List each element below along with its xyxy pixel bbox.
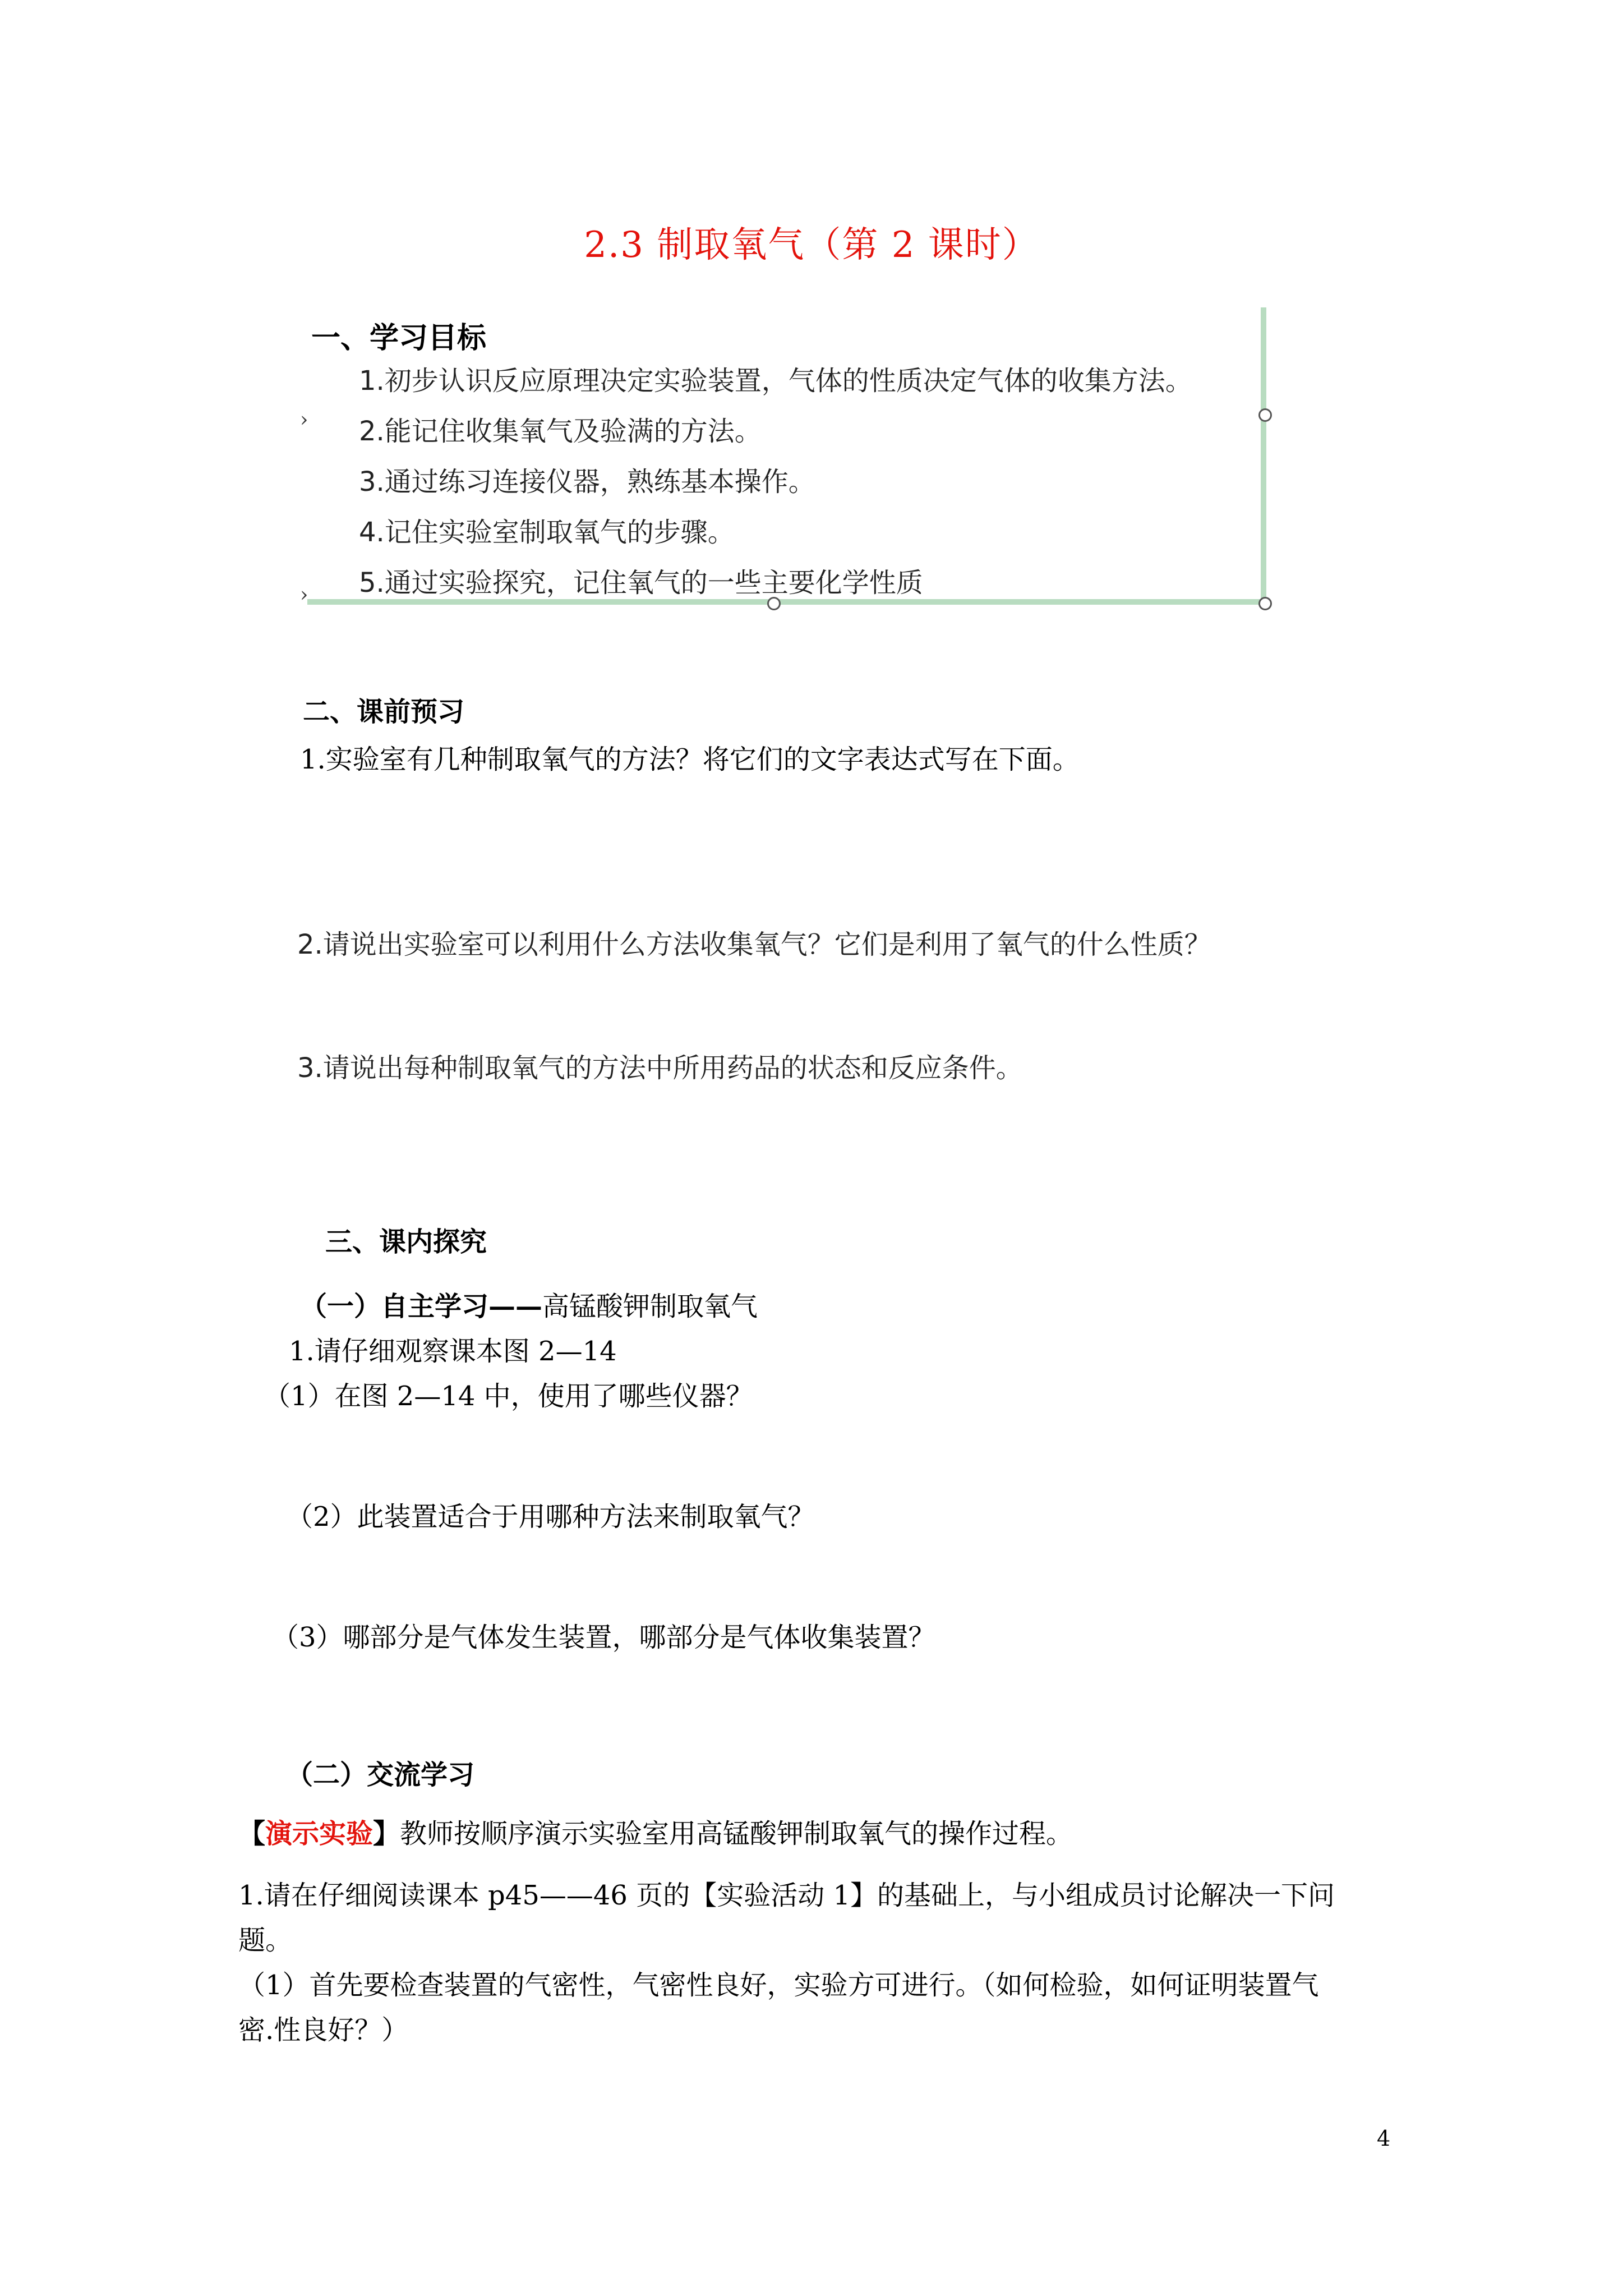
objective-item: 4.记住实验室制取氧气的步骤。: [359, 517, 735, 548]
preview-question-2: 2.请说出实验室可以利用什么方法收集氧气？它们是利用了氧气的什么性质？: [297, 929, 1211, 960]
anchor-mark: ›: [300, 583, 308, 606]
demo-experiment-line: 【演示实验】教师按顺序演示实验室用高锰酸钾制取氧气的操作过程。: [238, 1818, 1073, 1849]
page-number: 4: [1377, 2126, 1391, 2151]
self-study-sub-3: （3）哪部分是气体发生装置，哪部分是气体收集装置？: [272, 1622, 935, 1653]
exchange-question-1-line1: 1.请在仔细阅读课本 p45——46 页的【实验活动 1】的基础上，与小组成员讨论解决一下问: [238, 1880, 1335, 1911]
exchange-question-1-line2: 题。: [238, 1925, 293, 1956]
self-study-sub-1: （1）在图 2—14 中，使用了哪些仪器？: [264, 1381, 753, 1412]
exchange-sub-1-line2: 密.性良好？）: [238, 2014, 409, 2046]
exchange-sub-1-line1: （1）首先要检查装置的气密性，气密性良好，实验方可进行。（如何检验，如何证明装置气: [238, 1970, 1319, 2001]
anchor-mark: ›: [300, 408, 308, 431]
objectives-heading: 一、学习目标: [311, 321, 487, 355]
preview-heading: 二、课前预习: [303, 696, 465, 728]
self-study-heading-bold: （一）自主学习——: [300, 1291, 543, 1322]
page-title: 2.3 制取氧气（第 2 课时）: [584, 224, 1039, 266]
resize-handle-right[interactable]: [1258, 408, 1272, 422]
preview-question-3: 3.请说出每种制取氧气的方法中所用药品的状态和反应条件。: [297, 1052, 1023, 1084]
self-study-question-1: 1.请仔细观察课本图 2—14: [289, 1336, 617, 1367]
resize-handle-bottom-right[interactable]: [1258, 597, 1272, 610]
inquiry-heading: 三、课内探究: [325, 1226, 487, 1258]
preview-question-1: 1.实验室有几种制取氧气的方法？将它们的文字表达式写在下面。: [300, 744, 1080, 775]
self-study-heading: [300, 1285, 758, 1323]
demo-label: 演示实验: [265, 1818, 374, 1849]
self-study-heading-rest: 高锰酸钾制取氧气: [542, 1291, 758, 1322]
demo-text: 教师按顺序演示实验室用高锰酸钾制取氧气的操作过程。: [400, 1818, 1073, 1849]
objective-item: 2.能记住收集氧气及验满的方法。: [359, 416, 762, 447]
objective-item: 3.通过练习连接仪器，熟练基本操作。: [359, 466, 815, 498]
self-study-sub-2: （2）此装置适合于用哪种方法来制取氧气？: [286, 1501, 815, 1533]
objective-item: 5.通过实验探究，记住氧气的一些主要化学性质: [359, 567, 923, 599]
objective-item: 1.初步认识反应原理决定实验装置，气体的性质决定气体的收集方法。: [359, 365, 1192, 397]
exchange-heading: （二）交流学习: [286, 1759, 475, 1791]
